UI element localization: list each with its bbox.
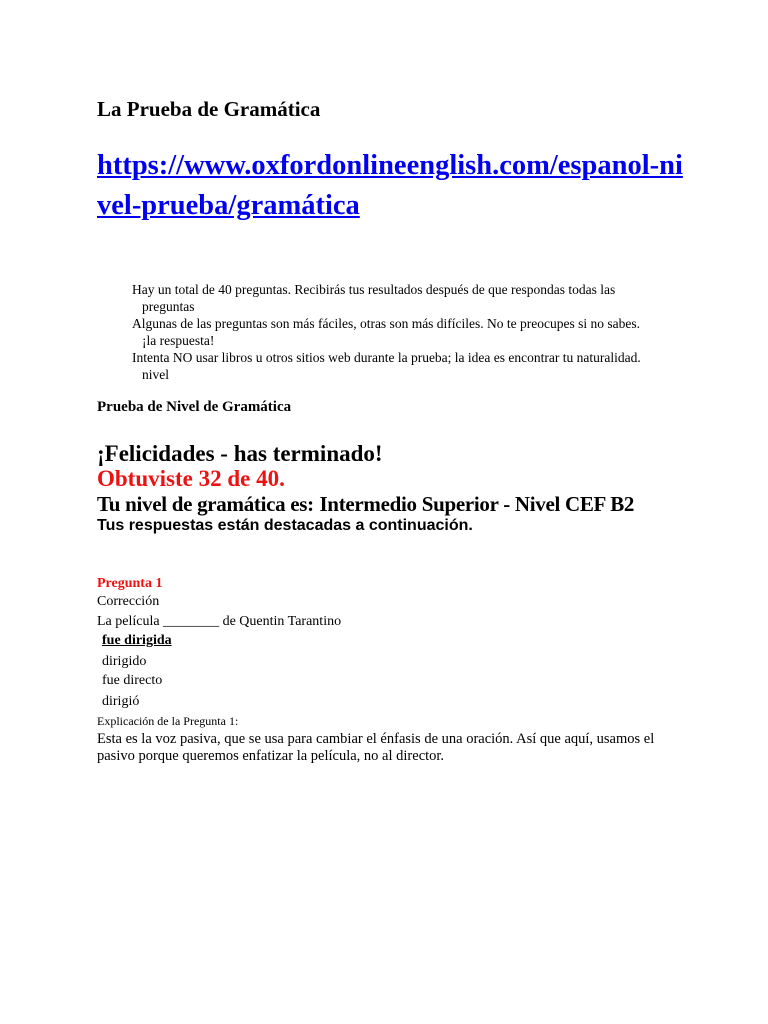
page-title: La Prueba de Gramática [97, 97, 321, 121]
score-text: Obtuviste 32 de 40. [97, 466, 285, 491]
list-item [120, 315, 680, 349]
bullet-text-continued: nivel [142, 367, 169, 382]
answer-option[interactable]: fue directo [102, 673, 163, 688]
instructions-list [120, 281, 680, 383]
bullet-text: Hay un total de 40 preguntas. Recibirás tus resultados después de que respondas todas las [132, 282, 616, 297]
list-item [120, 281, 680, 315]
section-title: Prueba de Nivel de Gramática [97, 399, 292, 415]
oxford-grammar-test-link[interactable]: https://www.oxfordonlineenglish.com/espanol-nivel-prueba/gramática [97, 150, 683, 221]
question-sentence: La película ________ de Quentin Tarantino [97, 614, 342, 629]
answer-option-selected[interactable]: fue dirigida [102, 633, 172, 648]
bullet-text: Intenta NO usar libros u otros sitios web durante la prueba; la idea es encontrar tu naturalidad. [132, 350, 641, 365]
explanation-title: Explicación de la Pregunta 1: [97, 714, 239, 728]
answer-option[interactable]: dirigió [102, 694, 140, 709]
grammar-level-value: Intermedio Superior - Nivel CEF B2 [319, 492, 635, 516]
explanation-text: Esta es la voz pasiva, que se usa para cambiar el énfasis de una oración. Así que aquí, usamos el pasivo porque queremos enfatizar la película, no al director. [97, 731, 655, 764]
bullet-text-continued: preguntas [142, 299, 195, 314]
grammar-level [97, 492, 634, 517]
answers-note: Tus respuestas están destacadas a continuación. [97, 517, 473, 534]
congrats-heading: ¡Felicidades - has terminado! [97, 441, 383, 466]
grammar-level-label: Tu nivel de gramática es: [97, 492, 314, 516]
list-item [120, 349, 680, 383]
answer-option[interactable]: dirigido [102, 654, 147, 669]
question-title: Pregunta 1 [97, 576, 163, 591]
correction-label: Corrección [97, 594, 160, 609]
bullet-text: Algunas de las preguntas son más fáciles, otras son más difíciles. No te preocupes si no sabes. [132, 316, 641, 331]
bullet-text-continued: ¡la respuesta! [142, 333, 215, 348]
